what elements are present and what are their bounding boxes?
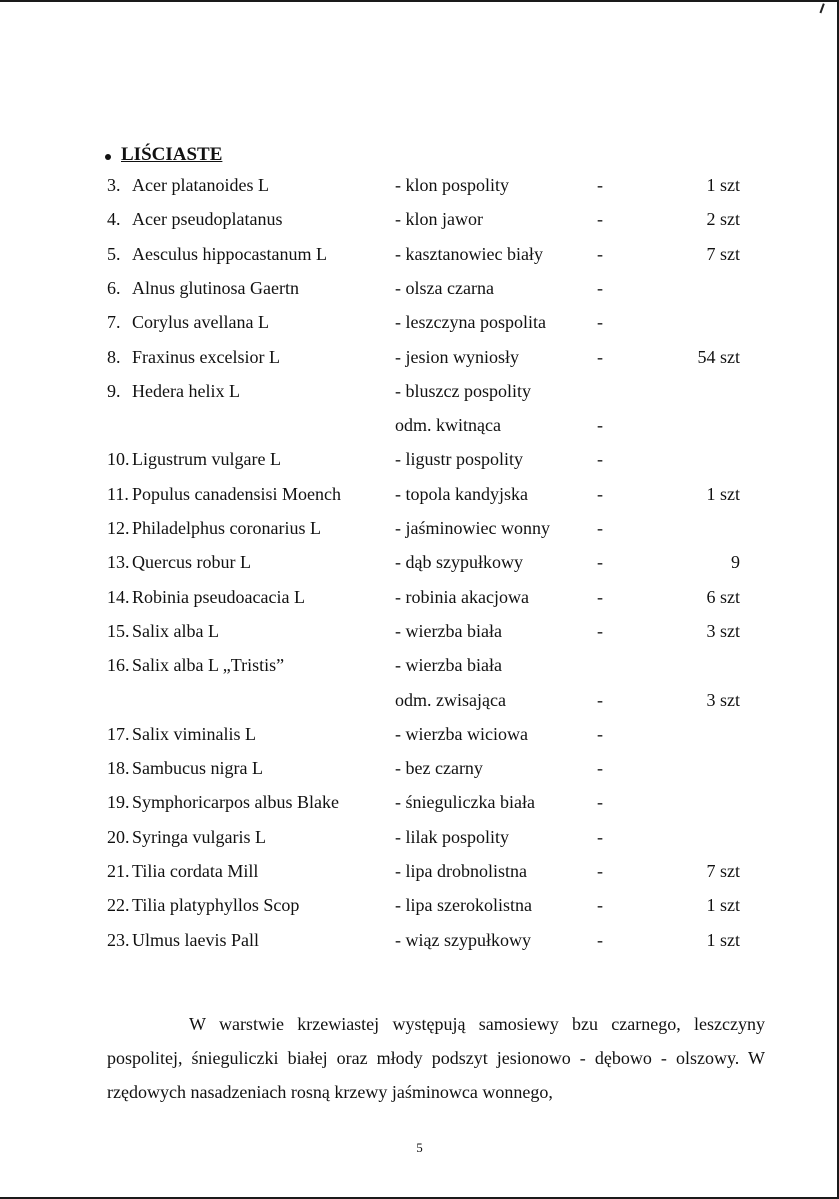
separator-dash: -	[597, 826, 603, 847]
species-number: 20.	[107, 826, 130, 847]
polish-name: - klon jawor	[395, 209, 483, 230]
latin-name: Quercus robur L	[132, 552, 251, 573]
species-row	[0, 449, 839, 483]
latin-name: Populus canadensisi Moench	[132, 483, 341, 504]
polish-name: - bluszcz pospolity	[395, 380, 531, 401]
species-row	[0, 278, 839, 312]
latin-name: Ligustrum vulgare L	[132, 449, 281, 470]
latin-name: Salix viminalis L	[132, 723, 256, 744]
species-row	[0, 552, 839, 586]
latin-name: Aesculus hippocastanum L	[132, 243, 327, 264]
species-number: 19.	[107, 792, 130, 813]
species-number: 23.	[107, 929, 130, 950]
species-count: 3 szt	[706, 620, 740, 641]
species-row	[0, 518, 839, 552]
species-count: 7 szt	[706, 243, 740, 264]
species-count: 1 szt	[706, 483, 740, 504]
polish-name: - robinia akacjowa	[395, 586, 529, 607]
separator-dash: -	[597, 518, 603, 538]
polish-name: - lipa drobnolistna	[395, 861, 527, 881]
species-number: 17.	[107, 723, 130, 744]
latin-name: Syringa vulgaris L	[132, 826, 266, 847]
polish-name: odm. kwitnąca	[395, 415, 501, 436]
separator-dash: -	[597, 552, 603, 573]
species-count: 3 szt	[706, 689, 740, 710]
latin-name: Symphoricarpos albus Blake	[132, 792, 339, 813]
polish-name: - śnieguliczka biała	[395, 792, 535, 813]
polish-name: - kasztanowiec biały	[395, 243, 543, 264]
species-row	[0, 861, 839, 895]
species-row	[0, 484, 839, 518]
species-count: 1 szt	[706, 895, 740, 916]
separator-dash: -	[597, 620, 603, 641]
polish-name: - leszczyna pospolita	[395, 312, 546, 333]
species-number: 18.	[107, 758, 130, 779]
separator-dash: -	[597, 209, 603, 230]
species-row	[0, 415, 839, 449]
species-row	[0, 724, 839, 758]
polish-name: - lilak pospolity	[395, 826, 509, 847]
separator-dash: -	[597, 346, 603, 367]
separator-dash: -	[597, 415, 603, 436]
polish-name: - klon pospolity	[395, 175, 510, 195]
latin-name: Robinia pseudoacacia L	[132, 586, 305, 607]
scan-corner-mark	[819, 3, 828, 14]
separator-dash: -	[597, 723, 603, 744]
species-number: 9.	[107, 380, 121, 401]
separator-dash: -	[597, 895, 603, 916]
latin-name: Tilia platyphyllos Scop	[132, 895, 300, 916]
polish-name: - wierzba wiciowa	[395, 723, 528, 744]
polish-name: - wierzba biała	[395, 655, 502, 676]
separator-dash: -	[597, 689, 603, 710]
polish-name: - wierzba biała	[395, 620, 502, 641]
species-number: 15.	[107, 620, 130, 641]
latin-name: Ulmus laevis Pall	[132, 929, 259, 950]
polish-name: - topola kandyjska	[395, 483, 528, 504]
polish-name: - jesion wyniosły	[395, 346, 519, 367]
species-count: 1 szt	[706, 929, 740, 950]
species-row	[0, 621, 839, 655]
separator-dash: -	[597, 929, 603, 950]
polish-name: odm. zwisająca	[395, 689, 506, 710]
species-number: 21.	[107, 861, 130, 881]
latin-name: Fraxinus excelsior L	[132, 346, 280, 367]
separator-dash: -	[597, 758, 603, 779]
species-number: 22.	[107, 895, 130, 916]
species-number: 5.	[107, 243, 121, 264]
body-paragraph	[107, 1007, 765, 1109]
separator-dash: -	[597, 175, 603, 195]
latin-name: Salix alba L „Tristis”	[132, 655, 285, 676]
species-row	[0, 827, 839, 861]
latin-name: Tilia cordata Mill	[132, 861, 259, 881]
species-row	[0, 655, 839, 689]
latin-name: Corylus avellana L	[132, 312, 269, 333]
species-number: 12.	[107, 518, 130, 538]
section-heading	[105, 144, 222, 166]
polish-name: - ligustr pospolity	[395, 449, 524, 470]
species-row	[0, 381, 839, 415]
polish-name: - dąb szypułkowy	[395, 552, 523, 573]
species-row	[0, 347, 839, 381]
separator-dash: -	[597, 586, 603, 607]
latin-name: Acer platanoides L	[132, 175, 269, 195]
species-number: 11.	[107, 483, 129, 504]
species-number: 8.	[107, 346, 121, 367]
species-count: 1 szt	[706, 175, 740, 195]
species-number: 16.	[107, 655, 130, 676]
latin-name: Hedera helix L	[132, 380, 240, 401]
species-number: 10.	[107, 449, 130, 470]
species-count: 6 szt	[706, 586, 740, 607]
species-row	[0, 758, 839, 792]
species-row	[0, 792, 839, 826]
polish-name: - bez czarny	[395, 758, 483, 779]
separator-dash: -	[597, 243, 603, 264]
species-row	[0, 209, 839, 243]
species-row	[0, 175, 839, 209]
species-number: 4.	[107, 209, 121, 230]
separator-dash: -	[597, 449, 603, 470]
separator-dash: -	[597, 483, 603, 504]
species-number: 3.	[107, 175, 121, 195]
species-count: 54 szt	[697, 346, 740, 367]
polish-name: - lipa szerokolistna	[395, 895, 532, 916]
polish-name: - wiąz szypułkowy	[395, 929, 531, 950]
bullet-icon	[105, 154, 111, 160]
species-count: 7 szt	[706, 861, 740, 881]
separator-dash: -	[597, 861, 603, 881]
latin-name: Alnus glutinosa Gaertn	[132, 277, 299, 298]
species-count: 9	[731, 552, 740, 573]
species-number: 13.	[107, 552, 130, 573]
species-row	[0, 895, 839, 929]
latin-name: Acer pseudoplatanus	[132, 209, 283, 230]
latin-name: Sambucus nigra L	[132, 758, 263, 779]
section-title: LIŚCIASTE	[121, 144, 223, 165]
species-number: 14.	[107, 586, 130, 607]
page-number: 5	[416, 1140, 423, 1155]
species-row	[0, 587, 839, 621]
polish-name: - olsza czarna	[395, 277, 494, 298]
separator-dash: -	[597, 277, 603, 298]
latin-name: Philadelphus coronarius L	[132, 518, 321, 538]
species-row	[0, 312, 839, 346]
separator-dash: -	[597, 312, 603, 333]
polish-name: - jaśminowiec wonny	[395, 518, 550, 538]
species-row	[0, 690, 839, 724]
species-number: 7.	[107, 312, 121, 333]
species-row	[0, 930, 839, 964]
species-number: 6.	[107, 277, 121, 298]
separator-dash: -	[597, 792, 603, 813]
latin-name: Salix alba L	[132, 620, 219, 641]
scan-top-border	[0, 0, 839, 2]
species-row	[0, 244, 839, 278]
paragraph-text: W warstwie krzewiastej występują samosiewy bzu czarnego, leszczyny pospolitej, śnieguliczki białej oraz młody podszyt jesionowo - dębowo - olszowy. W rzędowych nasadzeniach rosną krzewy jaśminowca wonnego,	[107, 1014, 765, 1102]
species-count: 2 szt	[706, 209, 740, 230]
